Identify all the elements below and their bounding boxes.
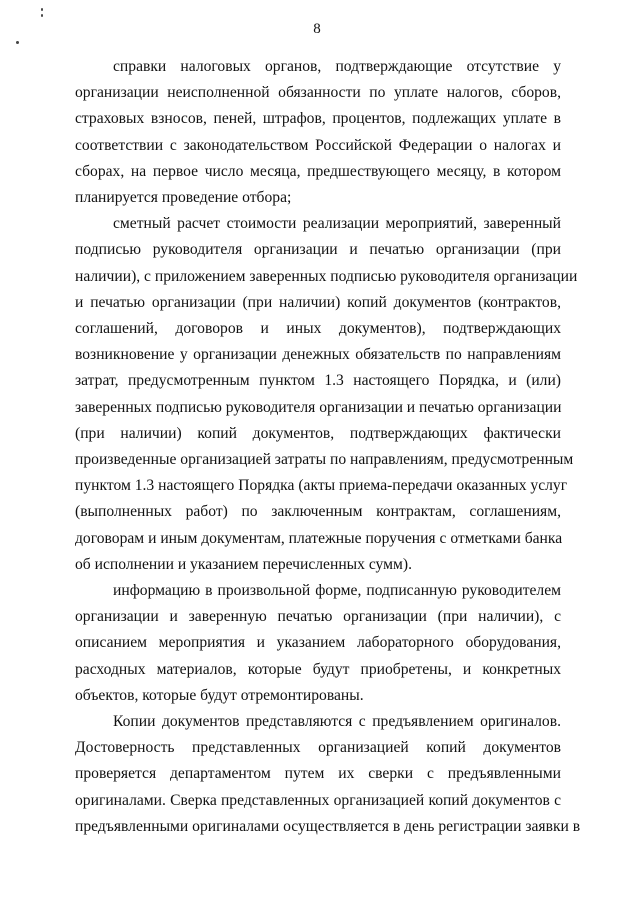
text-line: договорам и иным документам, платежные поручения с отметками банка xyxy=(75,529,563,547)
text-line: справки налоговых органов, подтверждающие отсутствие у xyxy=(113,58,561,75)
text-line: (при наличии) копий документов, подтверждающих фактически xyxy=(75,424,561,442)
text-line: Достоверность представленных организацией копий документов xyxy=(75,739,561,757)
text-line: произведенные организацией затраты по направлениям, предусмотренным xyxy=(75,451,574,469)
text-line: предъявленными оригиналами осуществляется в день регистрации заявки в xyxy=(75,817,581,835)
text-line: объектов, которые будут отремонтированы. xyxy=(75,686,364,704)
text-line: затрат, предусмотренным пунктом 1.3 настоящего Порядка, и (или) xyxy=(75,372,561,390)
scan-mark xyxy=(41,8,43,11)
text-line: и печатью организации (при наличии) копий документов (контрактов, xyxy=(75,293,561,311)
text-line: страховых взносов, пеней, штрафов, процентов, подлежащих уплате в xyxy=(75,110,561,128)
text-line: наличии), с приложением заверенных подписью руководителя организации xyxy=(75,267,578,285)
paragraph-tax-certificate xyxy=(75,54,561,211)
text-line: планируется проведение отбора; xyxy=(75,189,292,207)
scan-mark xyxy=(16,41,19,44)
paragraph-cost-estimate xyxy=(75,211,578,578)
document-body xyxy=(75,54,581,840)
text-line: Копии документов представляются с предъявлением оригиналов. xyxy=(113,713,561,731)
text-line: организации и заверенную печатью организации (при наличии), с xyxy=(75,608,561,626)
paragraph-document-copies xyxy=(75,709,581,840)
text-line: информацию в произвольной форме, подписанную руководителем xyxy=(113,582,561,600)
text-line: соответствии с законодательством Российской Федерации о налогах и xyxy=(75,136,561,154)
scan-mark xyxy=(41,14,43,17)
text-line: (выполненных работ) по заключенным контрактам, соглашениям, xyxy=(75,503,561,521)
paragraph-free-form-info xyxy=(75,578,561,709)
text-line: оригиналами. Сверка представленных организацией копий документов с xyxy=(75,791,561,809)
text-line: соглашений, договоров и иных документов), подтверждающих xyxy=(75,320,561,338)
text-line: расходных материалов, которые будут приобретены, и конкретных xyxy=(75,660,561,678)
text-line: пунктом 1.3 настоящего Порядка (акты приема-передачи оказанных услуг xyxy=(75,477,568,495)
text-line: описанием мероприятия и указанием лабораторного оборудования, xyxy=(75,634,561,652)
text-line: организации неисполненной обязанности по уплате налогов, сборов, xyxy=(75,84,561,102)
text-line: об исполнении и указанием перечисленных сумм). xyxy=(75,555,412,573)
text-line: возникновение у организации денежных обязательств по направлениям xyxy=(75,346,561,364)
page-number: 8 xyxy=(313,21,321,37)
text-line: проверяется департаментом путем их сверки с предъявленными xyxy=(75,765,561,783)
text-line: подписью руководителя организации и печатью организации (при xyxy=(75,241,561,259)
text-line: сметный расчет стоимости реализации мероприятий, заверенный xyxy=(113,215,561,233)
text-line: сборах, на первое число месяца, предшествующего месяцу, в котором xyxy=(75,162,561,180)
text-line: заверенных подписью руководителя организации и печатью организации xyxy=(75,398,562,416)
